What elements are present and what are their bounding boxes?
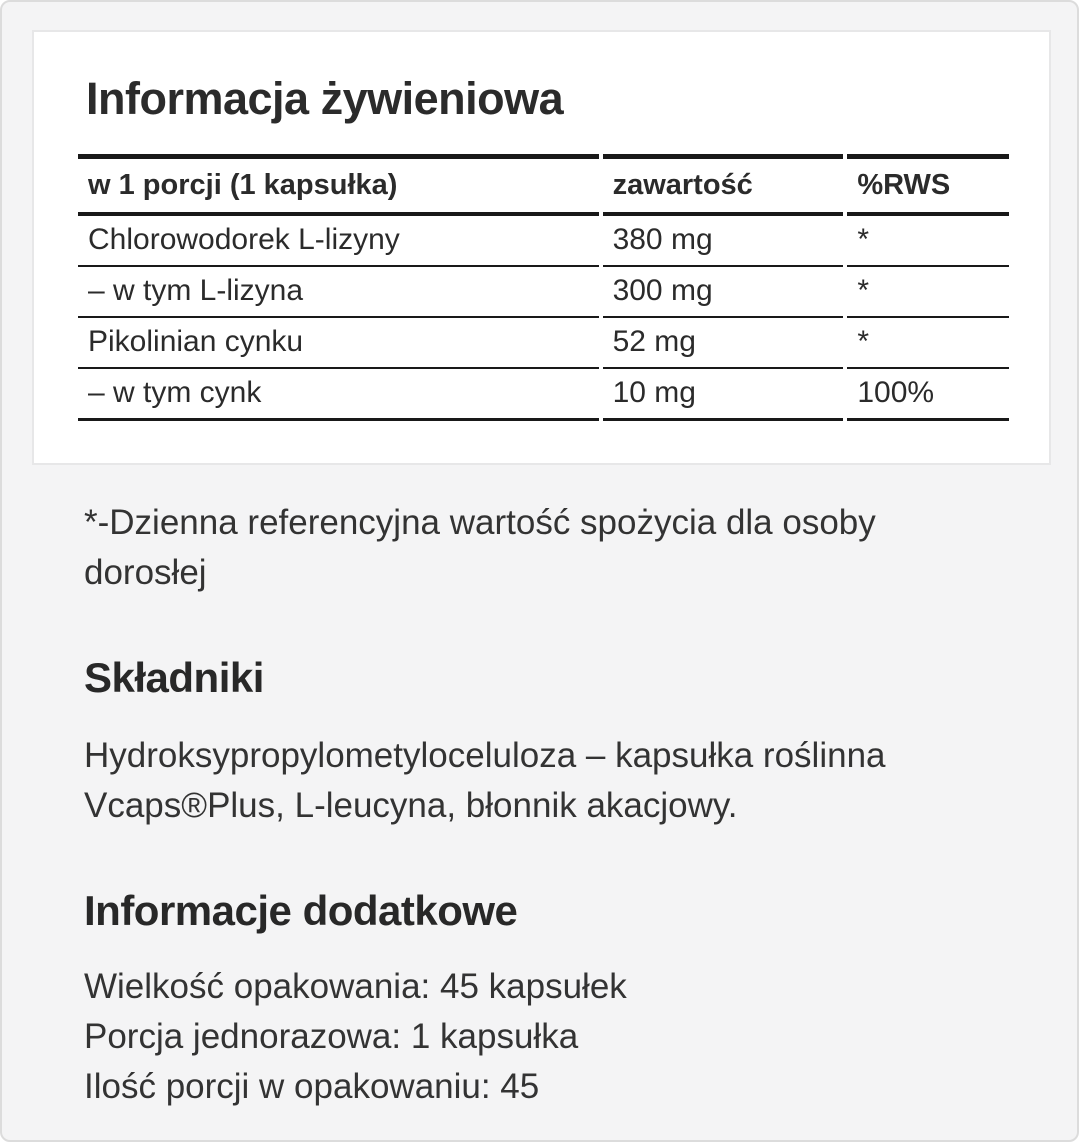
nutrient-amount: 300 mg xyxy=(603,267,844,318)
package-size-line: Wielkość opakowania: 45 kapsułek xyxy=(84,967,627,1006)
column-header-amount: zawartość xyxy=(603,154,844,216)
nutrition-table xyxy=(74,154,1013,421)
column-header-serving: w 1 porcji (1 kapsułka) xyxy=(78,154,599,216)
single-serving-line: Porcja jednorazowa: 1 kapsułka xyxy=(84,1017,579,1056)
nutrient-name: – w tym cynk xyxy=(78,369,599,421)
nutrient-name: Pikolinian cynku xyxy=(78,318,599,369)
nutrient-rws: * xyxy=(847,267,1009,318)
ingredients-heading: Składniki xyxy=(84,654,264,701)
ingredients-text: Hydroksypropylometyloceluloza – kapsułka roślinna Vcaps®Plus, L-leucyna, błonnik akacjowy. xyxy=(84,736,886,825)
nutrition-title: Informacja żywieniowa xyxy=(86,73,564,124)
nutrient-amount: 380 mg xyxy=(603,216,844,267)
table-row xyxy=(78,318,1009,369)
additional-info-heading: Informacje dodatkowe xyxy=(84,887,518,934)
nutrient-amount: 52 mg xyxy=(603,318,844,369)
nutrient-rws: * xyxy=(847,318,1009,369)
nutrient-rws: * xyxy=(847,216,1009,267)
table-row xyxy=(78,267,1009,318)
nutrient-name: Chlorowodorek L-lizyny xyxy=(78,216,599,267)
rws-footnote: *-Dzienna referencyjna wartość spożycia dla osoby dorosłej xyxy=(84,503,876,592)
column-header-rws: %RWS xyxy=(847,154,1009,216)
nutrition-card xyxy=(32,30,1051,465)
additional-info-list xyxy=(84,962,996,1112)
nutrient-amount: 10 mg xyxy=(603,369,844,421)
table-row xyxy=(78,216,1009,267)
nutrient-rws: 100% xyxy=(847,369,1009,421)
servings-per-package-line: Ilość porcji w opakowaniu: 45 xyxy=(84,1067,540,1106)
table-header-row xyxy=(78,154,1009,216)
table-row xyxy=(78,369,1009,421)
nutrient-name: – w tym L-lizyna xyxy=(78,267,599,318)
